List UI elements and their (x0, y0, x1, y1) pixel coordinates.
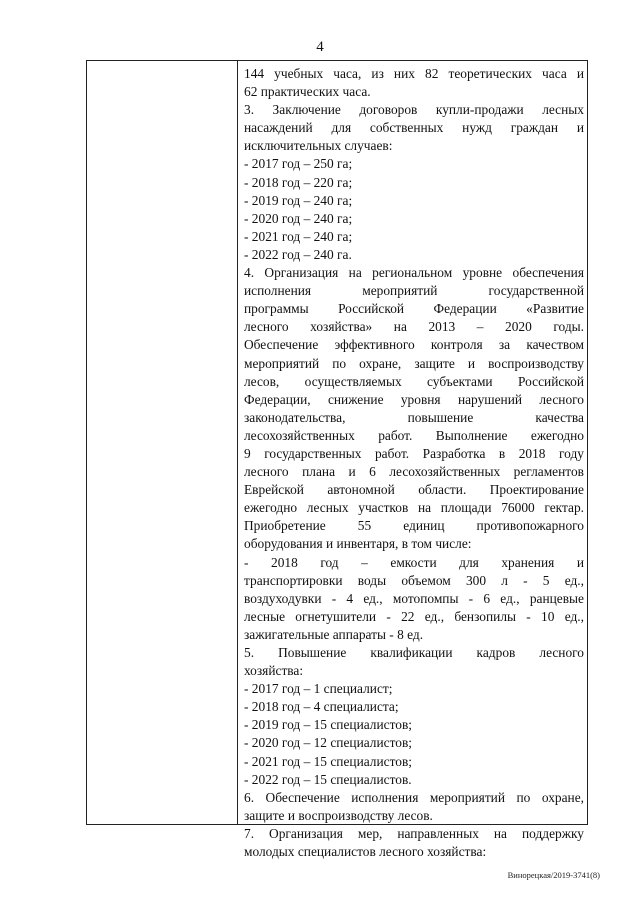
text-line: зажигательные аппараты - 8 ед. (244, 626, 424, 642)
page-number: 4 (316, 39, 324, 55)
text-line: ежегодно лесных участков на площади 76000 гектар. (244, 500, 584, 516)
text-line: 7. Организация мер, направленных на поддержку (244, 825, 584, 841)
document-table (86, 60, 588, 860)
text-line: лесохозяйственных работ. Выполнение ежегодно (244, 427, 584, 443)
text-line: - 2019 год – 15 специалистов; (244, 717, 412, 733)
text-line: - 2018 год – емкости для хранения и (244, 554, 584, 570)
text-line: 62 практических часа. (244, 84, 371, 100)
text-line: - 2022 год – 240 га. (244, 246, 352, 262)
text-line: лесного плана и 6 лесохозяйственных регламентов (244, 464, 584, 480)
text-line: Обеспечение эффективного контроля за качеством (244, 337, 584, 353)
text-line: 9 государственных работ. Разработка в 2018 году (244, 445, 584, 461)
text-line: - 2018 год – 220 га; (244, 174, 353, 190)
text-line: 6. Обеспечение исполнения мероприятий по охране, (244, 789, 584, 805)
text-line: - 2021 год – 15 специалистов; (244, 753, 412, 769)
text-line: Приобретение 55 единиц противопожарного (244, 518, 584, 534)
text-line: транспортировки воды объемом 300 л - 5 ед., (244, 572, 584, 588)
text-line: Федерации, снижение уровня нарушений лесного (244, 391, 584, 407)
text-line: 4. Организация на региональном уровне обеспечения (244, 265, 584, 281)
text-line: исключительных случаев: (244, 138, 393, 154)
text-line: 5. Повышение квалификации кадров лесного (244, 645, 584, 660)
text-line: законодательства, повышение качества (244, 409, 584, 425)
text-line: - 2020 год – 240 га; (244, 210, 353, 226)
text-line: Еврейской автономной области. Проектирование (244, 482, 584, 498)
text-line: 144 учебных часа, из них 82 теоретических часа и (244, 66, 584, 81)
text-line: мероприятий по охране, защите и воспроизводству (244, 355, 584, 371)
document-footer-code: Винорецкая/2019-3741(8) (507, 870, 600, 880)
text-line: защите и воспроизводству лесов. (244, 807, 433, 823)
table-left-column (87, 61, 238, 824)
text-line: хозяйства: (244, 663, 304, 679)
text-line: программы Российской Федерации «Развитие (244, 301, 584, 317)
text-line: исполнения мероприятий государственной (244, 283, 584, 299)
text-line: насаждений для собственных нужд граждан и (244, 120, 584, 136)
text-line: - 2019 год – 240 га; (244, 192, 353, 208)
text-line: - 2018 год – 4 специалиста; (244, 699, 399, 715)
text-line: воздуходувки - 4 ед., мотопомпы - 6 ед., ранцевые (244, 590, 584, 606)
text-line: лесные огнетушители - 22 ед., бензопилы - 10 ед., (244, 608, 584, 624)
text-line: 3. Заключение договоров купли-продажи лесных (244, 102, 584, 118)
text-line: лесного хозяйства» на 2013 – 2020 годы. (244, 319, 584, 335)
text-line: лесов, осуществляемых субъектами Российской (244, 373, 584, 389)
text-line: - 2021 год – 240 га; (244, 228, 353, 244)
text-line: - 2022 год – 15 специалистов. (244, 771, 412, 787)
table-right-column-text (244, 65, 584, 861)
text-line: - 2017 год – 1 специалист; (244, 681, 393, 697)
text-line: - 2020 год – 12 специалистов; (244, 735, 412, 751)
text-line: - 2017 год – 250 га; (244, 156, 353, 172)
text-line: молодых специалистов лесного хозяйства: (244, 844, 487, 860)
text-line: оборудования и инвентаря, в том числе: (244, 536, 472, 552)
